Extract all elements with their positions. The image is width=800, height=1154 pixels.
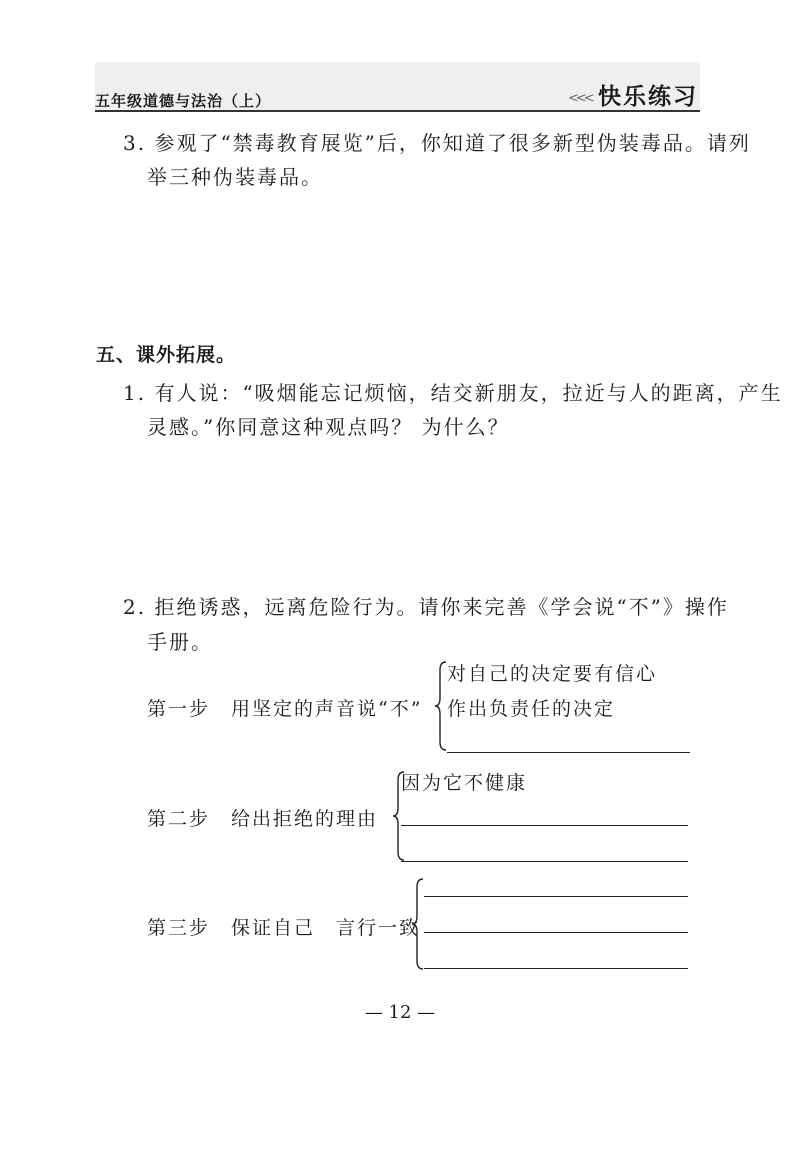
step-2-label: 第二步 给出拒绝的理由 [147, 808, 379, 830]
section-banner-title: 快乐练习 [598, 84, 698, 110]
question-2-line-2: 手册。 [147, 630, 213, 654]
question-3-line-1: 3. 参观了“禁毒教育展览”后，你知道了很多新型伪装毒品。请列 [123, 131, 751, 155]
book-title: 五年级道德与法治（上） [95, 92, 272, 110]
step-2-blank-line-1[interactable] [401, 825, 688, 826]
step-1-item-2: 作出负责任的决定 [447, 698, 616, 720]
step-3-label: 第三步 保证自己 言行一致 [147, 917, 421, 939]
step-2-blank-line-2[interactable] [401, 861, 688, 862]
step-3-brace [411, 877, 425, 971]
question-2-line-1: 2. 拒绝诱惑，远离危险行为。请你来完善《学会说“不”》操作 [123, 595, 729, 619]
chevrons-decoration: <<< [568, 91, 592, 106]
step-3-blank-line-1[interactable] [424, 896, 688, 897]
step-1-label: 第一步 用坚定的声音说“不” [147, 698, 423, 720]
page-header [95, 62, 700, 110]
step-1-item-1: 对自己的决定要有信心 [447, 663, 658, 685]
header-divider [95, 110, 700, 112]
step-1-brace [434, 660, 448, 752]
step-3-blank-line-3[interactable] [424, 968, 688, 969]
question-3-line-2: 举三种伪装毒品。 [147, 165, 323, 189]
section-5-title: 五、课外拓展。 [96, 344, 237, 366]
question-1-line-1: 1. 有人说：“吸烟能忘记烦恼，结交新朋友，拉近与人的距离，产生 [123, 381, 783, 405]
page-number: — 12 — [364, 1002, 436, 1023]
step-1-blank-line[interactable] [447, 752, 690, 753]
step-2-item-1: 因为它不健康 [401, 772, 528, 794]
step-3-blank-line-2[interactable] [424, 932, 688, 933]
question-1-line-2: 灵感。”你同意这种观点吗？ 为什么？ [147, 415, 510, 439]
